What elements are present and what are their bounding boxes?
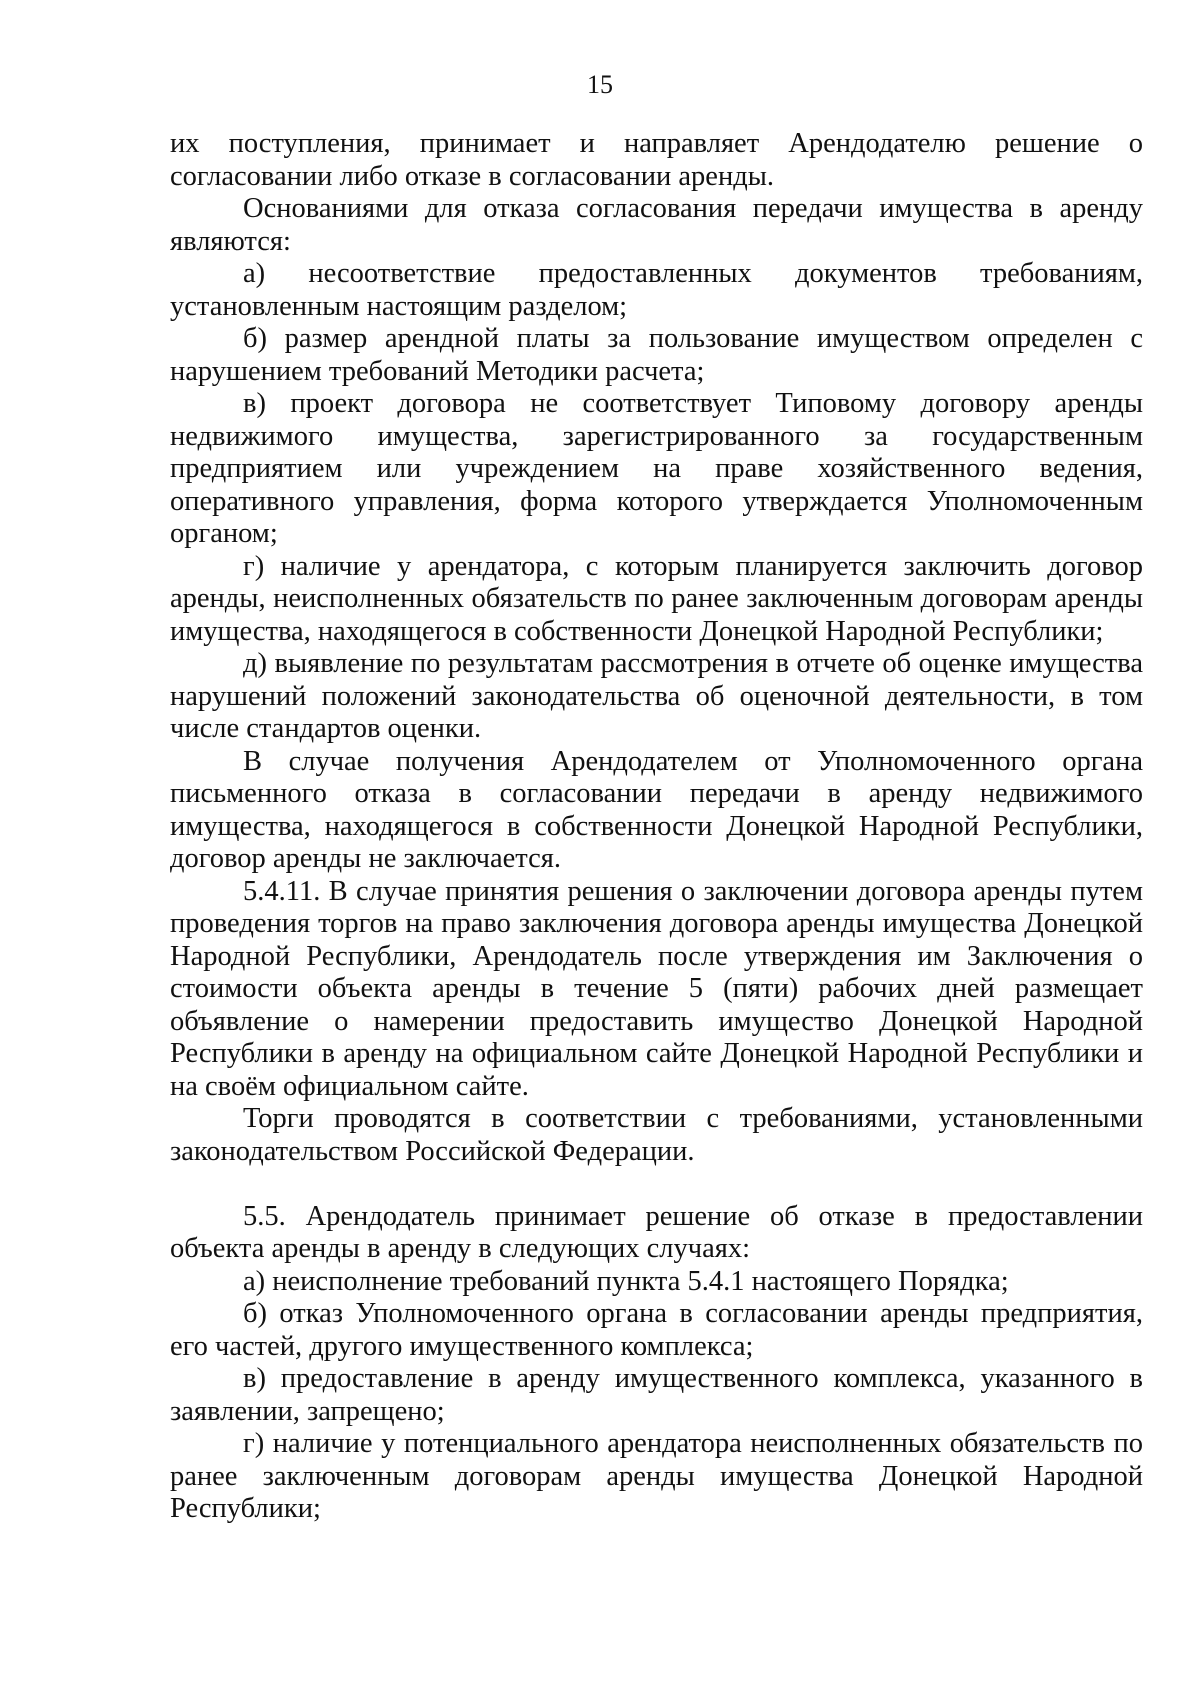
section-paragraph: 5.5. Арендодатель принимает решение об отказе в предоставлении объекта аренды в аренду в следующих случаях: [170, 1200, 1143, 1264]
list-item: в) предоставление в аренду имущественного комплекса, указанного в заявлении, запрещено; [170, 1363, 1143, 1427]
paragraph: Основаниями для отказа согласования передачи имущества в аренду являются: [170, 193, 1143, 257]
paragraph: их поступления, принимает и направляет Арендодателю решение о согласовании либо отказе в согласовании аренды. [170, 128, 1143, 192]
list-item: б) отказ Уполномоченного органа в согласовании аренды предприятия, его частей, другого имущественного комплекса; [170, 1298, 1143, 1362]
paragraph: Торги проводятся в соответствии с требованиями, установленными законодательством Российской Федерации. [170, 1103, 1143, 1167]
list-item: а) неисполнение требований пункта 5.4.1 настоящего Порядка; [243, 1265, 1009, 1297]
list-item: д) выявление по результатам рассмотрения в отчете об оценке имущества нарушений положений законодательства об оценочной деятельности, в том числе стандартов оценки. [170, 648, 1143, 744]
list-item: в) проект договора не соответствует Типовому договору аренды недвижимого имущества, зарегистрированного за государственным предприятием или учреждением на праве хозяйственного ведения, оперативного управления, форма которого утверждается Уполномоченным органом; [170, 388, 1143, 549]
list-item: б) размер арендной платы за пользование имуществом определен с нарушением требований Методики расчета; [170, 323, 1143, 387]
page-number: 15 [587, 70, 613, 99]
paragraph: В случае получения Арендодателем от Уполномоченного органа письменного отказа в согласовании передачи в аренду недвижимого имущества, находящегося в собственности Донецкой Народной Республики, договор аренды не заключается. [170, 745, 1143, 874]
list-item: г) наличие у арендатора, с которым планируется заключить договор аренды, неисполненных обязательств по ранее заключенным договорам аренды имущества, находящегося в собственности Донецкой Народной Республики; [170, 550, 1143, 647]
list-item: а) несоответствие предоставленных документов требованиям, установленным настоящим разделом; [170, 258, 1143, 322]
document-body [170, 128, 1143, 1526]
section-paragraph: 5.4.11. В случае принятия решения о заключении договора аренды путем проведения торгов на право заключения договора аренды имущества Донецкой Народной Республики, Арендодатель после утверждения им Заключения о стоимости объекта аренды в течение 5 (пяти) рабочих дней размещает объявление о намерении предоставить имущество Донецкой Народной Республики в аренду на официальном сайте Донецкой Народной Республики и на своём официальном сайте. [170, 875, 1143, 1102]
list-item: г) наличие у потенциального арендатора неисполненных обязательств по ранее заключенным договорам аренды имущества Донецкой Народной Республики; [170, 1428, 1143, 1524]
